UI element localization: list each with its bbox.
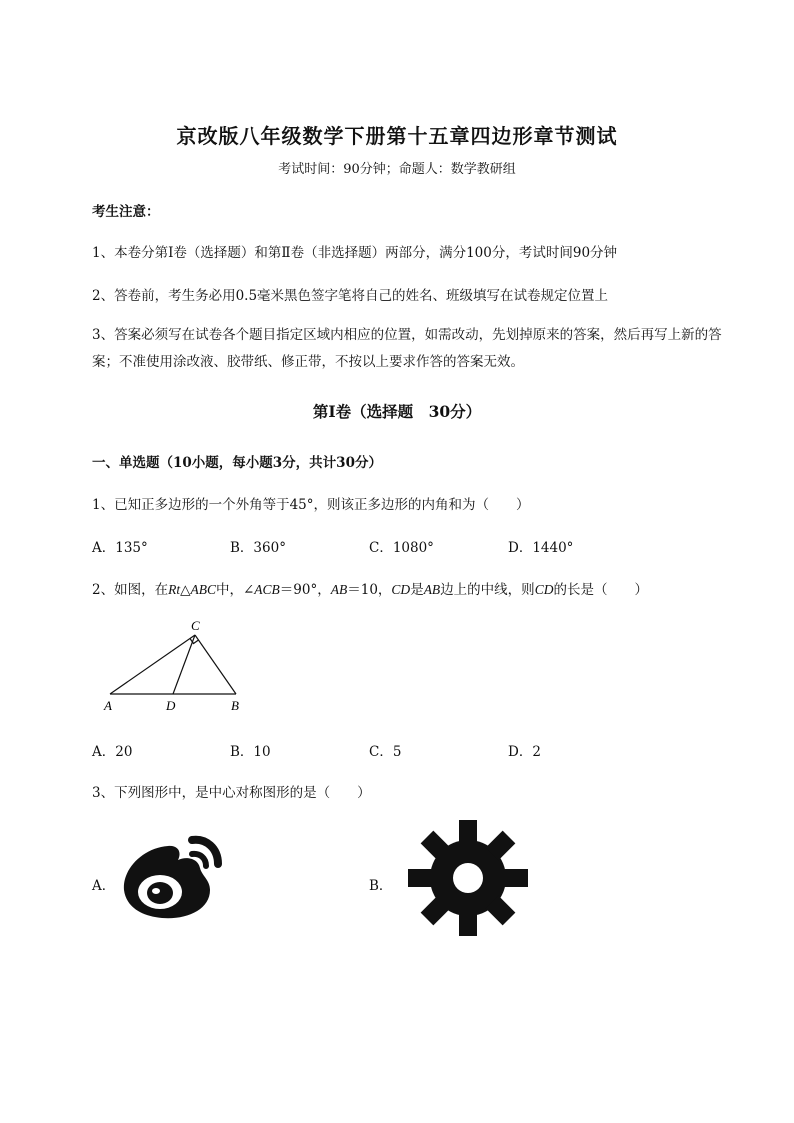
segment-cd — [173, 635, 195, 694]
exam-title: 京改版八年级数学下册第十五章四边形章节测试 — [176, 124, 618, 148]
q2-option-d[interactable]: D．2 — [508, 744, 541, 760]
q1-stem: 1、已知正多边形的一个外角等于45°，则该正多边形的内角和为（ ） — [92, 497, 530, 513]
note-item-1: 1、本卷分第I卷（选择题）和第Ⅱ卷（非选择题）两部分，满分100分，考试时间90分钟 — [92, 245, 618, 261]
q2-stem: 2、如图，在Rt△ABC中，∠ACB＝90°，AB＝10，CD是AB边上的中线，则CD的长是（ ） — [92, 582, 648, 598]
q2-option-b[interactable]: B．10 — [230, 744, 271, 760]
label-c: C — [191, 618, 200, 633]
q2-triangle-figure — [100, 618, 260, 718]
q2-option-c[interactable]: C．5 — [369, 744, 402, 760]
q1-option-b[interactable]: B．360° — [230, 540, 286, 556]
q3-option-a[interactable]: A． — [92, 878, 116, 894]
label-a: A — [104, 698, 112, 713]
note-item-2: 2、答卷前，考生务必用0.5毫米黑色签字笔将自己的姓名、班级填写在试卷规定位置上 — [92, 288, 609, 304]
segment-ac — [110, 635, 195, 694]
gear-icon — [408, 820, 528, 936]
q1-option-d[interactable]: D．1440° — [508, 540, 574, 556]
section-title: 第I卷（选择题 30分） — [312, 402, 482, 421]
notes-heading: 考生注意： — [92, 204, 160, 220]
q3-option-b[interactable]: B． — [369, 878, 393, 894]
q1-option-c[interactable]: C．1080° — [369, 540, 434, 556]
label-b: B — [231, 698, 239, 713]
note-item-3: 3、答案必须写在试卷各个题目指定区域内相应的位置，如需改动，先划掉原来的答案，然后再写上新的答案；不准使用涂改液、胶带纸、修正带，不按以上要求作答的答案无效。 — [92, 327, 722, 370]
q1-option-a[interactable]: A．135° — [92, 540, 148, 556]
q3-stem: 3、下列图形中，是中心对称图形的是（ ） — [92, 785, 371, 801]
segment-bc — [195, 635, 236, 694]
part-title: 一、单选题（10小题，每小题3分，共计30分） — [92, 455, 382, 471]
weibo-logo-icon — [118, 832, 230, 924]
label-d: D — [166, 698, 176, 713]
exam-subtitle: 考试时间：90分钟；命题人：数学教研组 — [278, 162, 516, 177]
q2-option-a[interactable]: A．20 — [92, 744, 133, 760]
